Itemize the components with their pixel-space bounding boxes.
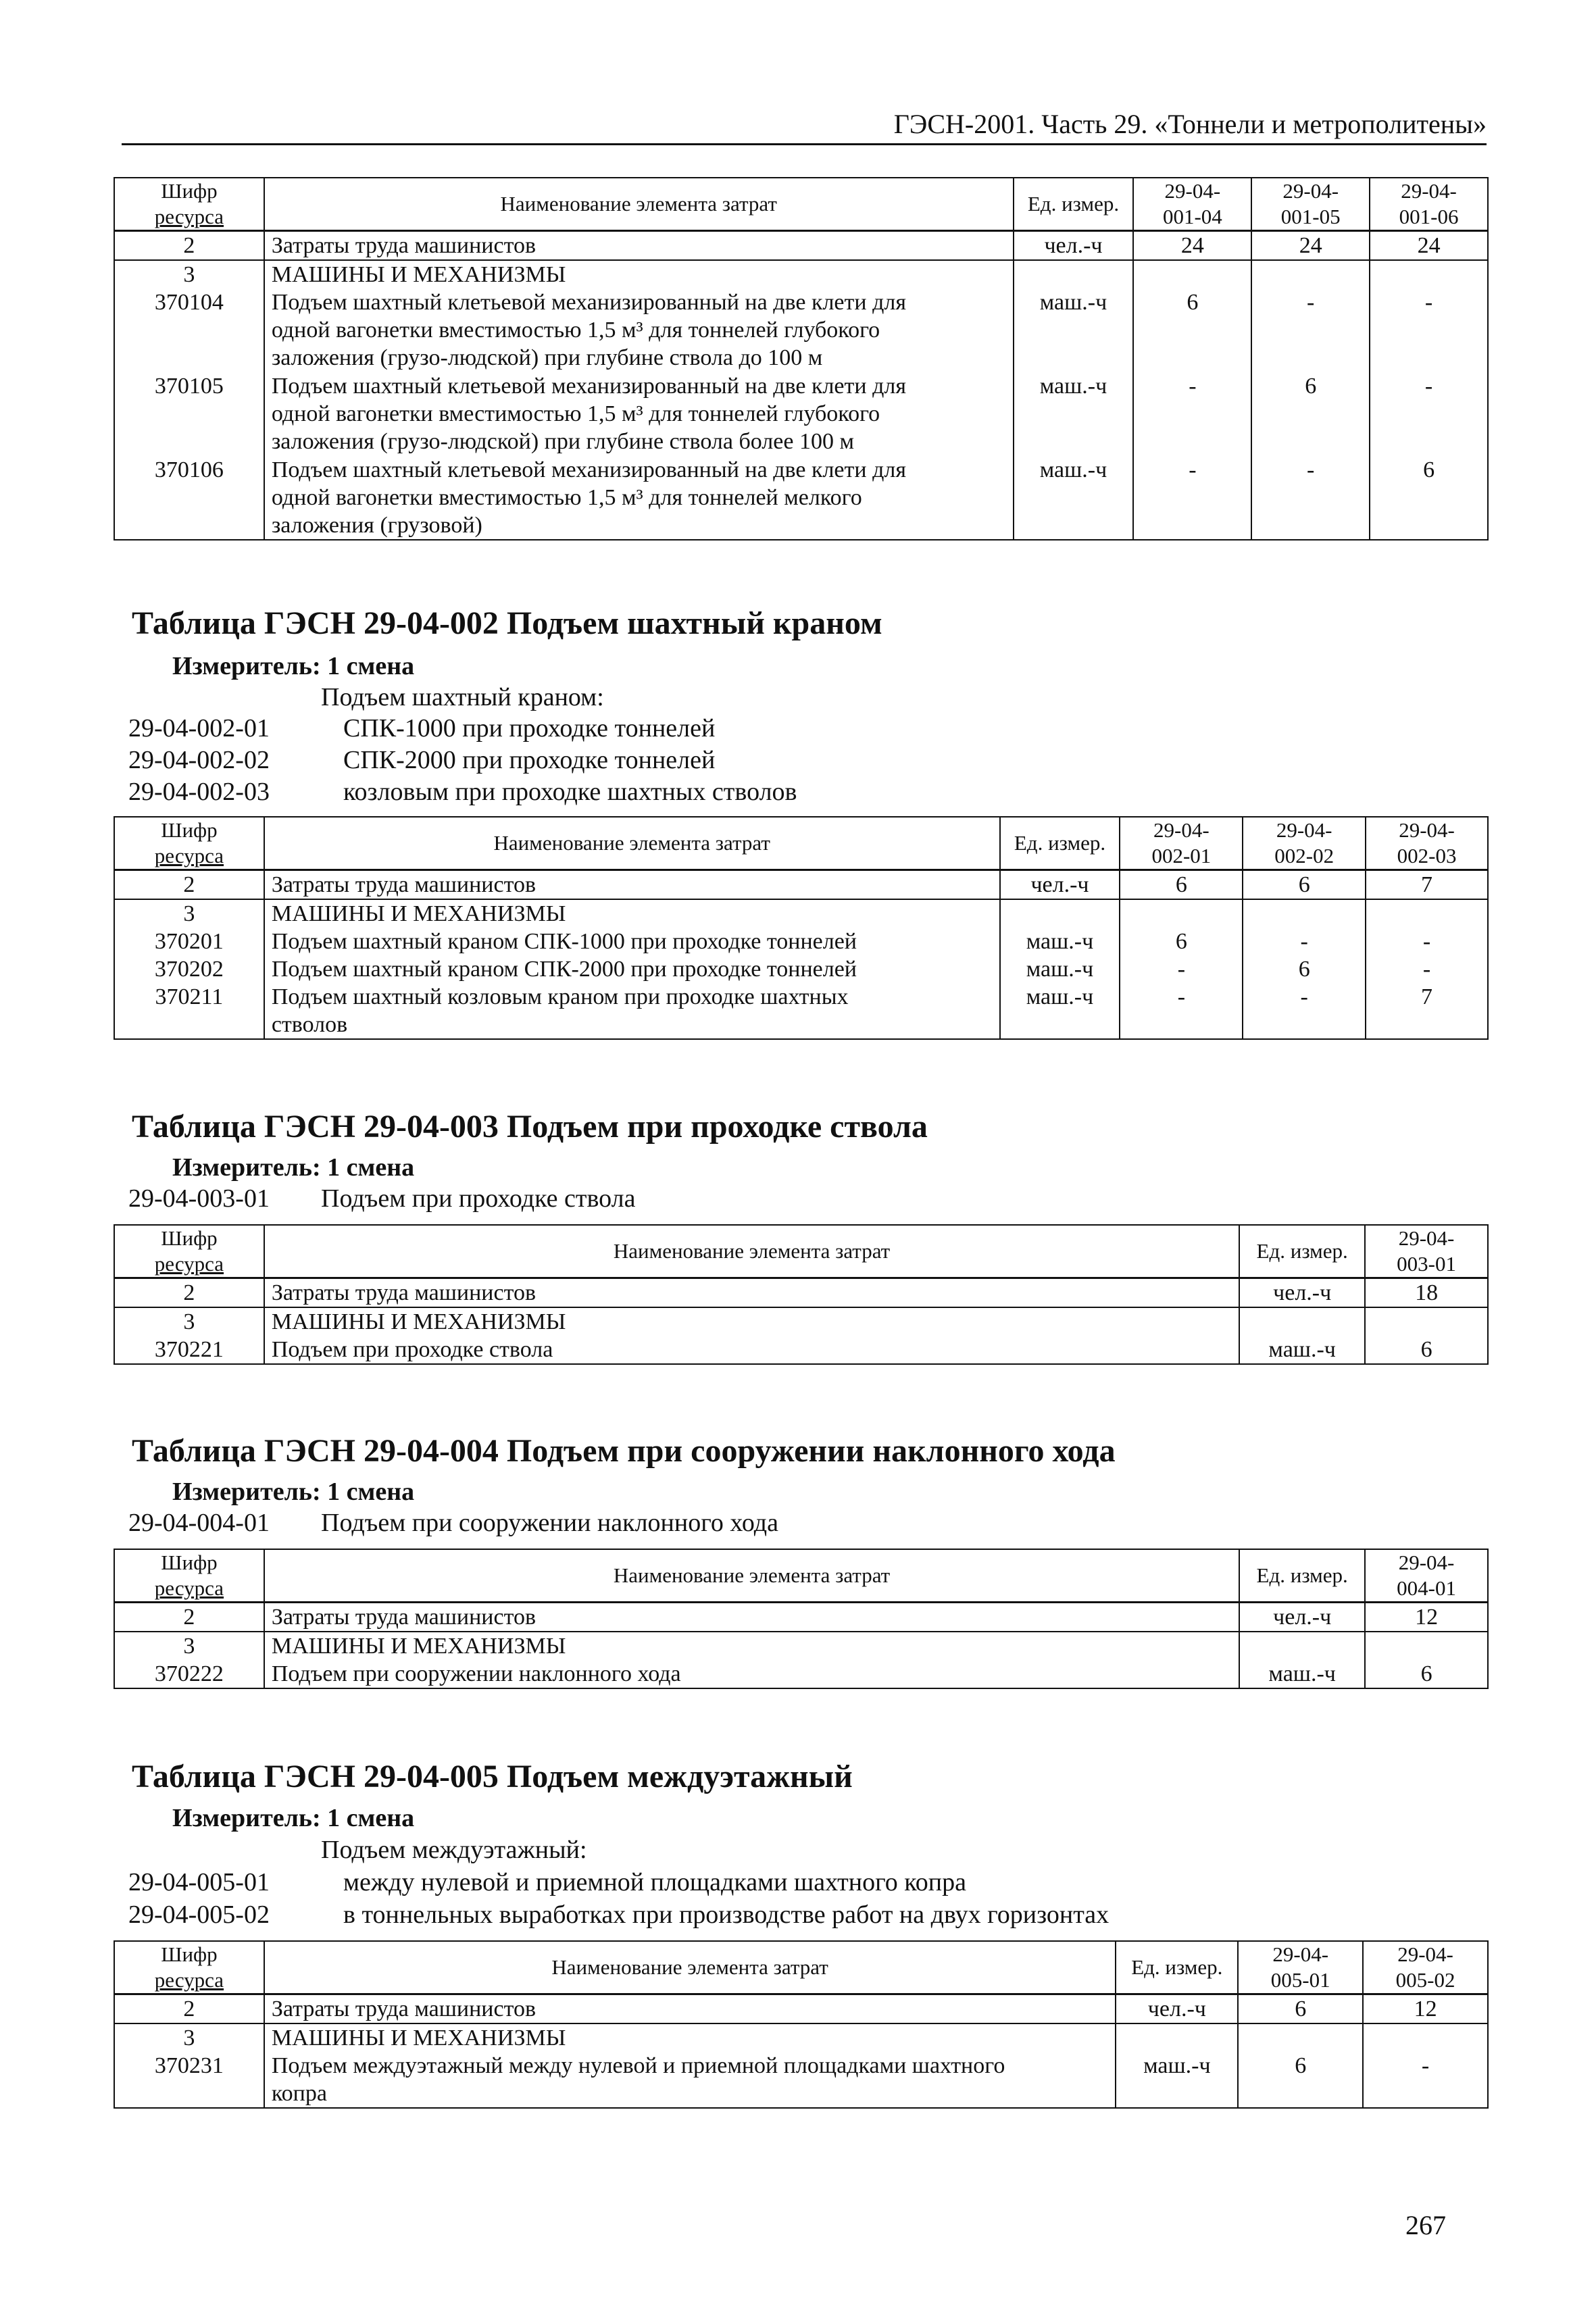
- table-row: 370105 Подъем шахтный клетьевой механизированный на две клети для одной вагонетки вместимостью 1,5 м³ для тоннелей глубокого заложения (грузо-людской) при глубине ствола более 100 м маш.-ч - 6 -: [114, 372, 1488, 456]
- header-cell-code: Шифр ресурса: [114, 1941, 264, 1994]
- header-cell-unit: Ед. измер.: [1239, 1549, 1365, 1603]
- norm-code: 29-04-002-01: [128, 714, 270, 743]
- header-cell-norm: 29-04- 003-01: [1365, 1225, 1488, 1278]
- table-row-labor: 2 Затраты труда машинистов чел.-ч 18: [114, 1278, 1488, 1308]
- table-row: 370202 Подъем шахтный краном СПК-2000 при проходке тоннелей маш.-ч - 6 -: [114, 955, 1488, 983]
- table-title: Таблица ГЭСН 29-04-004 Подъем при сооружении наклонного хода: [132, 1433, 1116, 1469]
- table-meter: Измеритель: 1 смена: [172, 1153, 415, 1182]
- header-cell-norm: 29-04- 001-04: [1133, 178, 1251, 231]
- norm-description: в тоннельных выработках при производстве работ на двух горизонтах: [343, 1901, 1109, 1929]
- norm-description: Подъем при сооружении наклонного хода: [321, 1509, 779, 1537]
- norm-description: козловым при проходке шахтных стволов: [343, 778, 797, 806]
- header-cell-unit: Ед. измер.: [1000, 817, 1120, 870]
- table-row: 370201 Подъем шахтный краном СПК-1000 при проходке тоннелей маш.-ч 6 - -: [114, 928, 1488, 955]
- table-row: 370104 Подъем шахтный клетьевой механизированный на две клети для одной вагонетки вместимостью 1,5 м³ для тоннелей глубокого заложения (грузо-людской) при глубине ствола до 100 м маш.-ч 6 - -: [114, 288, 1488, 372]
- norm-code: 29-04-002-02: [128, 746, 270, 774]
- table-intro: Подъем междуэтажный:: [321, 1836, 587, 1864]
- running-head: ГЭСН-2001. Часть 29. «Тоннели и метрополитены»: [893, 109, 1487, 139]
- norm-code: 29-04-005-02: [128, 1901, 270, 1929]
- header-cell-norm: 29-04- 004-01: [1365, 1549, 1488, 1603]
- header-cell-unit: Ед. измер.: [1014, 178, 1134, 231]
- table-row: 370231 Подъем междуэтажный между нулевой и приемной площадками шахтного копра маш.-ч 6 -: [114, 2052, 1488, 2108]
- header-cell-norm: 29-04- 005-01: [1238, 1941, 1363, 1994]
- header-cell-name: Наименование элемента затрат: [264, 1549, 1239, 1603]
- table-meter: Измеритель: 1 смена: [172, 652, 415, 680]
- table-meter: Измеритель: 1 смена: [172, 1478, 415, 1506]
- header-cell-unit: Ед. измер.: [1116, 1941, 1238, 1994]
- table-row-machines: 3 МАШИНЫ И МЕХАНИЗМЫ: [114, 2023, 1488, 2052]
- header-cell-norm: 29-04- 002-01: [1120, 817, 1243, 870]
- table-row-labor: 2 Затраты труда машинистов чел.-ч 6 6 7: [114, 870, 1488, 900]
- norm-table-29-04-001: [114, 177, 1489, 540]
- header-cell-code: Шифр ресурса: [114, 178, 264, 231]
- header-cell-norm: 29-04- 001-06: [1370, 178, 1488, 231]
- header-cell-norm: 29-04- 001-05: [1251, 178, 1370, 231]
- header-cell-name: Наименование элемента затрат: [264, 178, 1014, 231]
- header-cell-name: Наименование элемента затрат: [264, 1225, 1239, 1278]
- table-row-machines: 3 МАШИНЫ И МЕХАНИЗМЫ: [114, 260, 1488, 288]
- norm-code: 29-04-003-01: [128, 1184, 270, 1213]
- table-intro: Подъем шахтный краном:: [321, 683, 604, 711]
- table-row-labor: 2 Затраты труда машинистов чел.-ч 24 24 24: [114, 231, 1488, 261]
- table-row: 370221 Подъем при проходке ствола маш.-ч 6: [114, 1336, 1488, 1364]
- norm-table-29-04-003: [114, 1224, 1489, 1365]
- table-row-machines: 3 МАШИНЫ И МЕХАНИЗМЫ: [114, 1307, 1488, 1336]
- page-number: 267: [1405, 2210, 1446, 2240]
- table-row-machines: 3 МАШИНЫ И МЕХАНИЗМЫ: [114, 899, 1488, 928]
- norm-code: 29-04-004-01: [128, 1509, 270, 1537]
- header-cell-norm: 29-04- 002-02: [1243, 817, 1366, 870]
- table-title: Таблица ГЭСН 29-04-003 Подъем при проходке ствола: [132, 1109, 928, 1145]
- norm-description: СПК-1000 при проходке тоннелей: [343, 714, 716, 743]
- header-cell-norm: 29-04- 002-03: [1366, 817, 1488, 870]
- table-row: 370211 Подъем шахтный козловым краном при проходке шахтных стволов маш.-ч - - 7: [114, 983, 1488, 1039]
- table-row-labor: 2 Затраты труда машинистов чел.-ч 6 12: [114, 1994, 1488, 2024]
- table-row: 370222 Подъем при сооружении наклонного хода маш.-ч 6: [114, 1660, 1488, 1688]
- table-row: 370106 Подъем шахтный клетьевой механизированный на две клети для одной вагонетки вместимостью 1,5 м³ для тоннелей мелкого заложения (грузовой) маш.-ч - - 6: [114, 456, 1488, 540]
- norm-description: СПК-2000 при проходке тоннелей: [343, 746, 716, 774]
- header-cell-name: Наименование элемента затрат: [264, 1941, 1116, 1994]
- table-row-machines: 3 МАШИНЫ И МЕХАНИЗМЫ: [114, 1632, 1488, 1660]
- header-cell-code: Шифр ресурса: [114, 817, 264, 870]
- header-cell-code: Шифр ресурса: [114, 1225, 264, 1278]
- table-row-labor: 2 Затраты труда машинистов чел.-ч 12: [114, 1603, 1488, 1632]
- norm-table-29-04-004: [114, 1549, 1489, 1689]
- norm-code: 29-04-002-03: [128, 778, 270, 806]
- header-cell-unit: Ед. измер.: [1239, 1225, 1365, 1278]
- norm-code: 29-04-005-01: [128, 1868, 270, 1896]
- table-meter: Измеритель: 1 смена: [172, 1804, 415, 1832]
- table-title: Таблица ГЭСН 29-04-005 Подъем междуэтажный: [132, 1759, 853, 1794]
- header-cell-code: Шифр ресурса: [114, 1549, 264, 1603]
- norm-table-29-04-005: [114, 1940, 1489, 2109]
- table-title: Таблица ГЭСН 29-04-002 Подъем шахтный краном: [132, 605, 882, 641]
- norm-description: между нулевой и приемной площадками шахтного копра: [343, 1868, 967, 1896]
- header-rule: [122, 143, 1487, 145]
- header-cell-norm: 29-04- 005-02: [1363, 1941, 1488, 1994]
- norm-description: Подъем при проходке ствола: [321, 1184, 636, 1213]
- header-cell-name: Наименование элемента затрат: [264, 817, 1000, 870]
- norm-table-29-04-002: [114, 816, 1489, 1040]
